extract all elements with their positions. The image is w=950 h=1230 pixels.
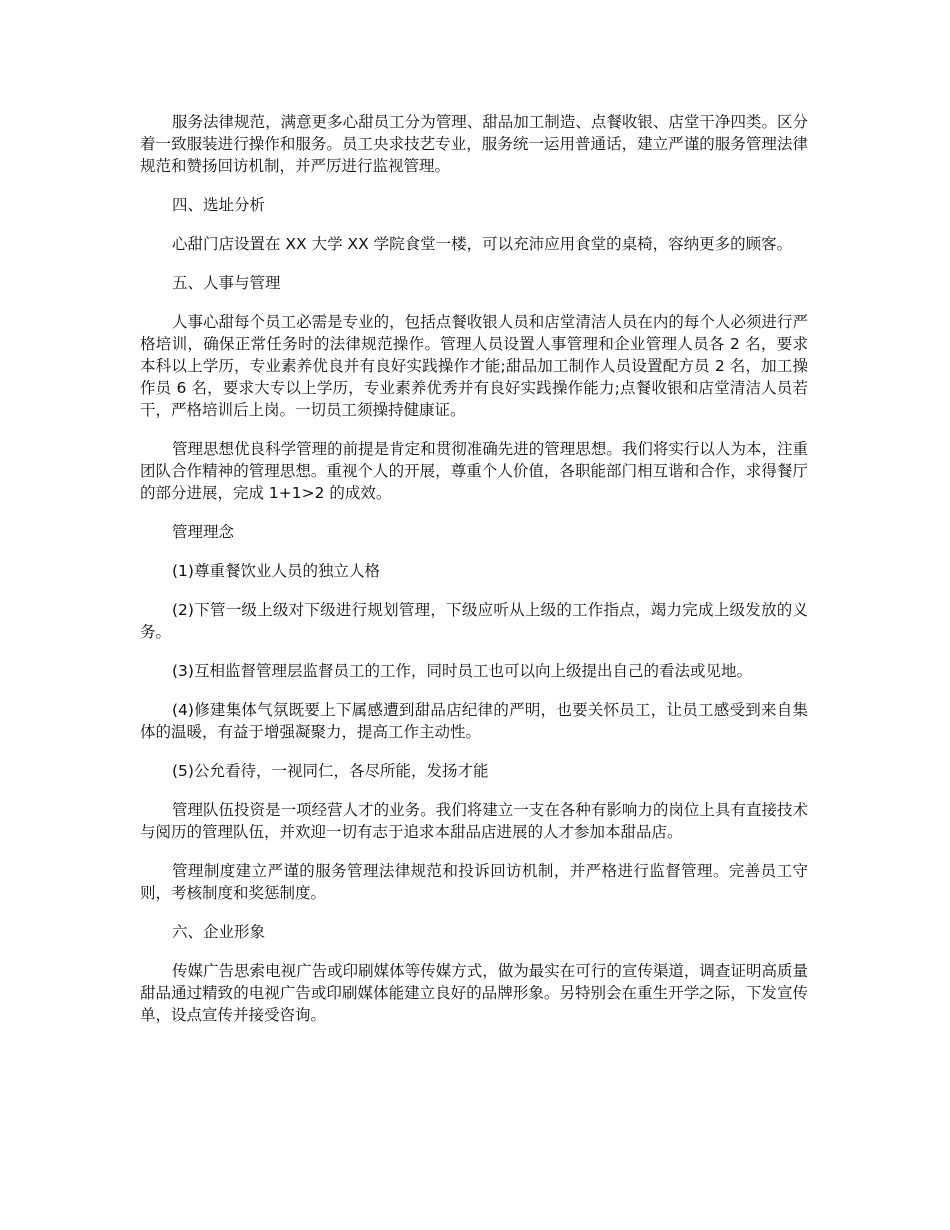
list-item-concept-2: (2)下管一级上级对下级进行规划管理，下级应听从上级的工作指点，竭力完成上级发放的义务。: [140, 601, 808, 641]
paragraph-personnel: 人事心甜每个员工必需是专业的，包括点餐收银人员和店堂清洁人员在内的每个人必须进行严格培训，确保正常任务时的法律规范操作。管理人员设置人事管理和企业管理人员各 2 名，要求本科以上学历，专业素养优良并有良好实践操作才能;甜品加工制作人员设置配方员 2 名，加工操作员 6 名，要求大专以上学历，专业素养优秀并有良好实践操作能力;点餐收银和店堂清洁人员若干，严格培训后上岗。一切员工须操持健康证。: [140, 313, 808, 419]
document-body: [140, 111, 808, 1043]
section-heading-personnel-management: 五、人事与管理: [172, 274, 281, 292]
subheading-management-concept: 管理理念: [172, 523, 235, 541]
paragraph-management-philosophy: 管理思想优良科学管理的前提是肯定和贯彻准确先进的管理思想。我们将实行以人为本，注重团队合作精神的管理思想。重视个人的开展，尊重个人价值，各职能部门相互谐和合作，求得餐厅的部分进展，完成 1+1>2 的成效。: [140, 440, 808, 502]
paragraph-site-location: 心甜门店设置在 XX 大学 XX 学院食堂一楼，可以充沛应用食堂的桌椅，容纳更多的顾客。: [172, 235, 793, 253]
paragraph-management-team: 管理队伍投资是一项经营人才的业务。我们将建立一支在各种有影响力的岗位上具有直接技术与阅历的管理队伍，并欢迎一切有志于追求本甜品店进展的人才参加本甜品店。: [140, 801, 808, 841]
paragraph-service-standards: 服务法律规范，满意更多心甜员工分为管理、甜品加工制造、点餐收银、店堂干净四类。区分着一致服装进行操作和服务。员工央求技艺专业，服务统一运用普通话，建立严谨的服务管理法律规范和赞扬回访机制，并严厉进行监视管理。: [140, 113, 808, 175]
list-item-concept-5: (5)公允看待，一视同仁，各尽所能，发扬才能: [172, 762, 489, 780]
list-item-concept-4: (4)修建集体气氛既要上下属感遭到甜品店纪律的严明，也要关怀员工，让员工感受到来自集体的温暖，有益于增强凝聚力，提高工作主动性。: [140, 701, 808, 741]
list-item-concept-3: (3)互相监督管理层监督员工的工作，同时员工也可以向上级提出自己的看法或见地。: [172, 662, 752, 680]
paragraph-media-advertising: 传媒广告思索电视广告或印刷媒体等传媒方式，做为最实在可行的宣传渠道，调查证明高质量甜品通过精致的电视广告或印刷媒体能建立良好的品牌形象。另特别会在重生开学之际，下发宣传单，设点宣传并接受咨询。: [140, 962, 808, 1024]
paragraph-management-system: 管理制度建立严谨的服务管理法律规范和投诉回访机制，并严格进行监督管理。完善员工守则，考核制度和奖惩制度。: [140, 862, 808, 902]
section-heading-site-analysis: 四、选址分析: [172, 196, 266, 214]
section-heading-corporate-image: 六、企业形象: [172, 923, 266, 941]
list-item-concept-1: (1)尊重餐饮业人员的独立人格: [172, 562, 380, 580]
